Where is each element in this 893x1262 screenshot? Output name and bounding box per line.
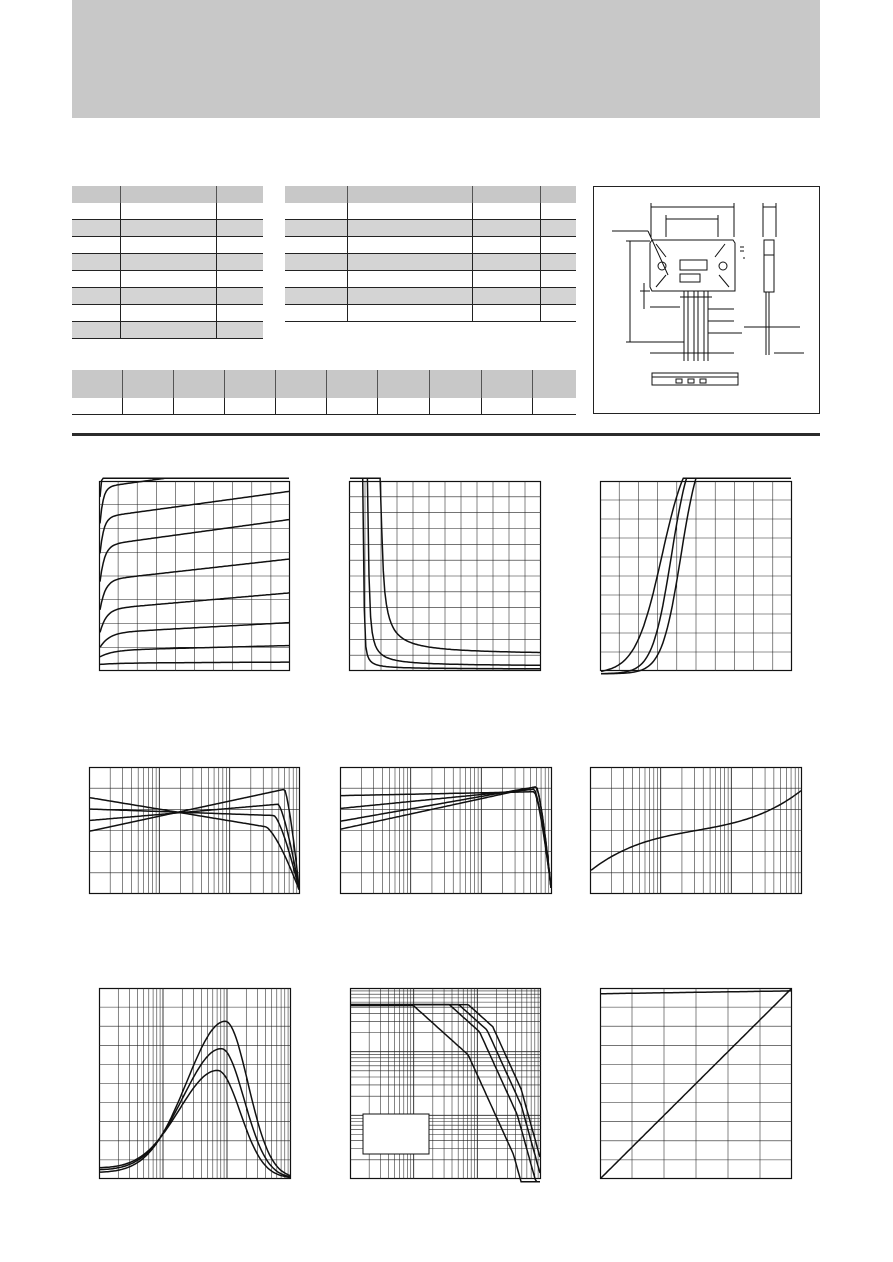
chart-hfe-ic-a [89, 767, 300, 894]
package-outline-drawing [594, 187, 819, 413]
chart-hfe-ic-b [340, 767, 552, 894]
hfe-classification-table [72, 370, 576, 415]
ratings-table-b [285, 186, 576, 322]
soa-legend-box [363, 1114, 429, 1154]
chart-derating [600, 988, 792, 1179]
chart-ic-vbe [600, 481, 792, 671]
chart-ft-ic [99, 988, 291, 1179]
chart-ic-vce [99, 481, 290, 671]
chart-vce-sat [590, 767, 802, 894]
chart-safe-operating-area [350, 988, 541, 1179]
section-divider [72, 433, 820, 436]
package-outline-box [593, 186, 820, 414]
title-banner [72, 0, 820, 118]
chart-vce-ib [349, 481, 541, 671]
ratings-table-a [72, 186, 263, 339]
